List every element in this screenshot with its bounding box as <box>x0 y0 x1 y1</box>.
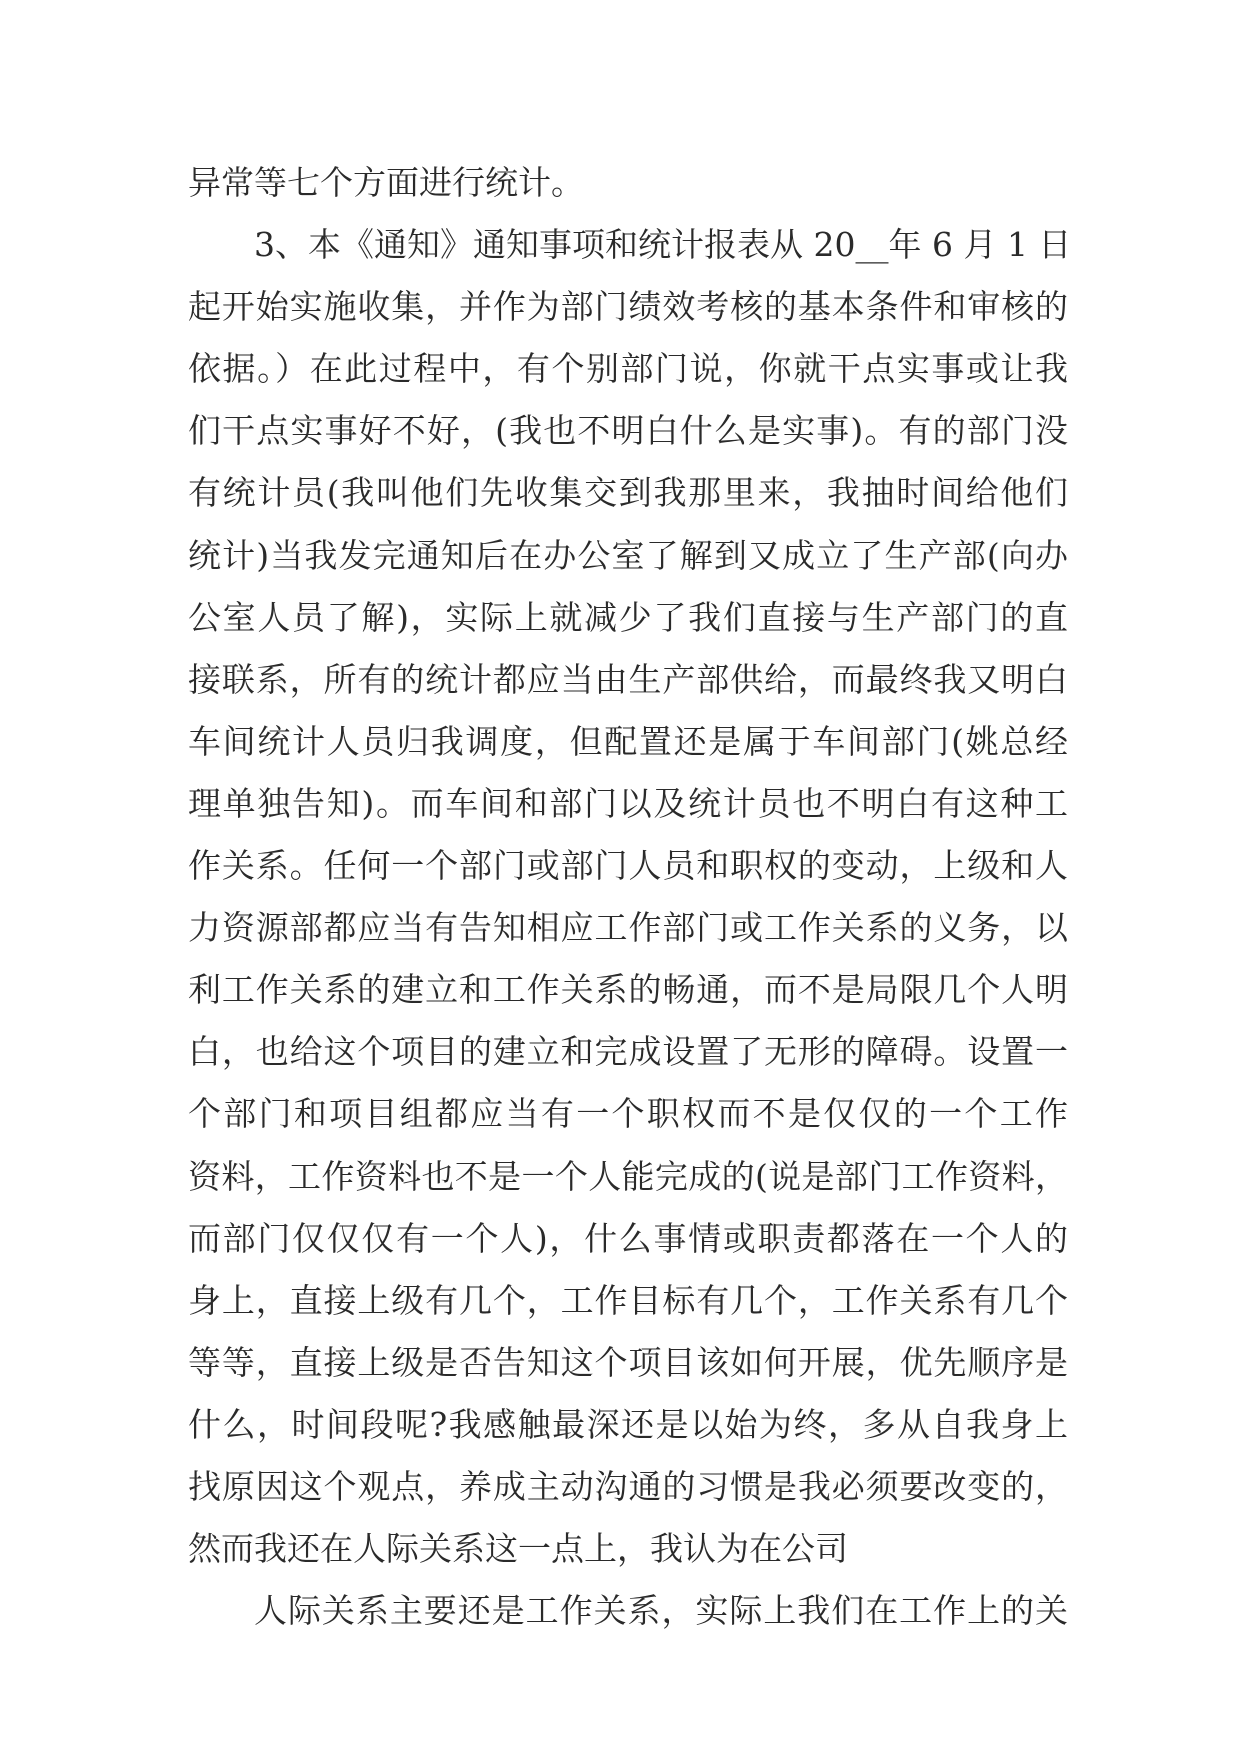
text-line: 车间统计人员归我调度，但配置还是属于车间部门(姚总经 <box>188 721 1068 761</box>
text-line: 理单独告知)。而车间和部门以及统计员也不明白有这种工 <box>188 783 1068 823</box>
text-line: 接联系，所有的统计都应当由生产部供给，而最终我又明白 <box>188 659 1068 699</box>
text-line: 身上，直接上级有几个，工作目标有几个，工作关系有几个 <box>188 1280 1068 1320</box>
text-line: 人际关系主要还是工作关系，实际上我们在工作上的关 <box>254 1591 1068 1631</box>
text-line: 依据。）在此过程中，有个别部门说，你就干点实事或让我 <box>188 349 1068 389</box>
text-line: 们干点实事好不好，(我也不明白什么是实事)。有的部门没 <box>188 411 1068 451</box>
text-line: 找原因这个观点，养成主动沟通的习惯是我必须要改变的， <box>188 1466 1068 1506</box>
text-line: 异常等七个方面进行统计。 <box>188 163 584 202</box>
text-line: 起开始实施收集，并作为部门绩效考核的基本条件和审核的 <box>188 287 1068 327</box>
text-line: 利工作关系的建立和工作关系的畅通，而不是局限几个人明 <box>188 970 1068 1010</box>
text-line: 个部门和项目组都应当有一个职权而不是仅仅的一个工作 <box>188 1094 1068 1134</box>
text-line: 作关系。任何一个部门或部门人员和职权的变动，上级和人 <box>188 846 1068 886</box>
text-line: 有统计员(我叫他们先收集交到我那里来，我抽时间给他们 <box>188 473 1068 513</box>
text-line: 等等，直接上级是否告知这个项目该如何开展，优先顺序是 <box>188 1342 1068 1382</box>
text-line: 3、本《通知》通知事项和统计报表从 20__年 6 月 1 日 <box>254 225 1072 265</box>
text-line: 资料，工作资料也不是一个人能完成的(说是部门工作资料， <box>188 1156 1068 1196</box>
text-line: 然而我还在人际关系这一点上，我认为在公司 <box>188 1529 848 1569</box>
text-line: 统计)当我发完通知后在办公室了解到又成立了生产部(向办 <box>188 535 1068 575</box>
text-line: 力资源部都应当有告知相应工作部门或工作关系的义务，以 <box>188 908 1068 948</box>
text-line: 白，也给这个项目的建立和完成设置了无形的障碍。设置一 <box>188 1032 1068 1072</box>
body-text <box>188 152 1072 1642</box>
text-line: 什么，时间段呢?我感触最深还是以始为终，多从自我身上 <box>188 1404 1068 1444</box>
text-line: 而部门仅仅仅有一个人)，什么事情或职责都落在一个人的 <box>188 1218 1068 1258</box>
text-line: 公室人员了解)，实际上就减少了我们直接与生产部门的直 <box>188 597 1068 637</box>
